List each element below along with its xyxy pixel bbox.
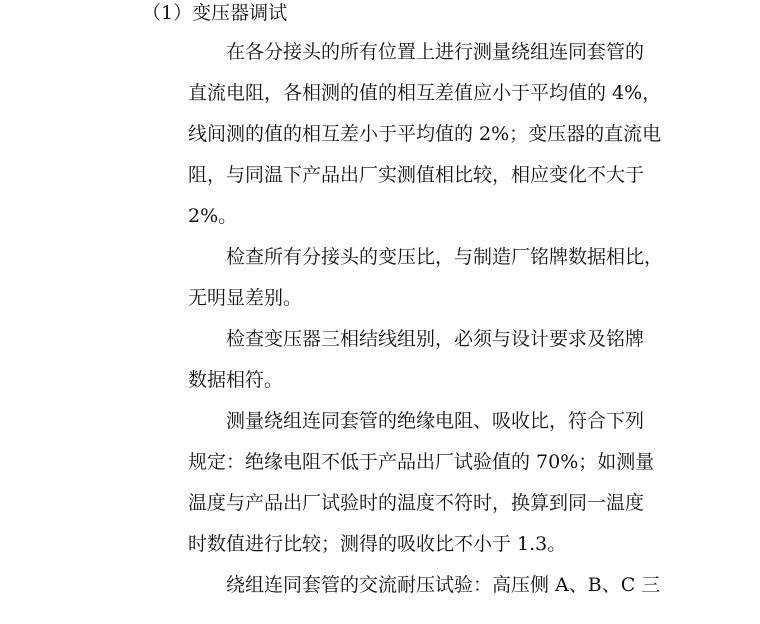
text-line: 2%。 [188, 205, 238, 227]
text-line: 数据相符。 [188, 369, 284, 391]
paragraph-ac-withstand [188, 565, 661, 606]
text-line: 检查变压器三相结线组别，必须与设计要求及铭牌 [226, 328, 645, 350]
text-line: 直流电阻，各相测的值的相互差值应小于平均值的 4%， [188, 82, 662, 104]
document-body [188, 32, 664, 606]
text-line: 无明显差别。 [188, 287, 303, 309]
paragraph-dc-resistance [188, 32, 662, 237]
text-line: 在各分接头的所有位置上进行测量绕组连同套管的 [226, 41, 645, 63]
text-line: 测量绕组连同套管的绝缘电阻、吸收比，符合下列 [226, 410, 645, 432]
paragraph-tap-ratio [188, 237, 664, 319]
text-line: 检查所有分接头的变压比，与制造厂铭牌数据相比， [226, 246, 664, 268]
text-line: 温度与产品出厂试验时的温度不符时，换算到同一温度 [188, 492, 645, 514]
text-line: 时数值进行比较；测得的吸收比不小于 1.3。 [188, 533, 567, 555]
text-line: 规定：绝缘电阻不低于产品出厂试验值的 70%；如测量 [188, 451, 655, 473]
text-line: 线间测的值的相互差小于平均值的 2%；变压器的直流电 [188, 123, 662, 145]
text-line: 阻，与同温下产品出厂实测值相比较，相应变化不大于 [188, 164, 645, 186]
text-line: 绕组连同套管的交流耐压试验：高压侧 A、B、C 三 [226, 574, 661, 596]
section-heading: （1）变压器调试 [142, 2, 288, 24]
paragraph-vector-group [188, 319, 658, 401]
paragraph-insulation [188, 401, 658, 565]
